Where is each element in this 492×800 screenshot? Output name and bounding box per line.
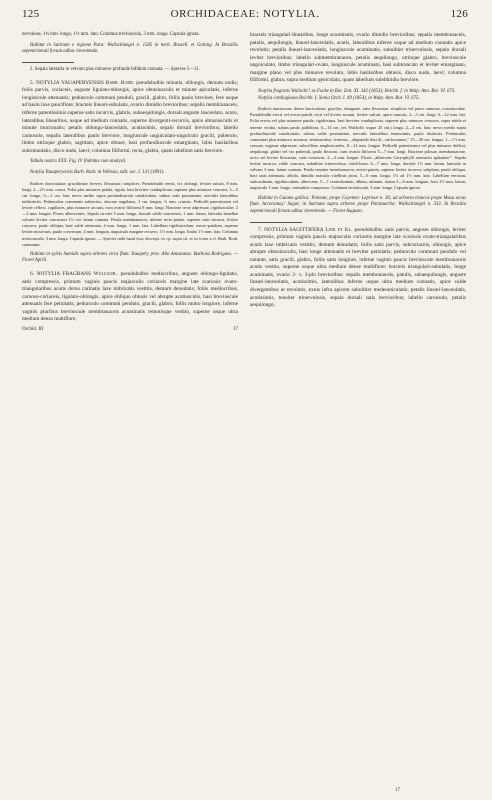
species-7-entry [250, 227, 466, 310]
species-7-diagnosis: pseudobulbis satis parvis, anguste oblongis, leviter compressis, primum vaginis paucis majusculis coriaceis margine late scariosis ovato-triangularibus acutis laxe imbricatis vestitis, demum denudatis; foliis satis parvis, subcoriaceis, oblongis, apice abrupte obtusiusculis, basi longe attenuatis et breviter petiolatis; pedunculo communi pendulo vel nutante, satis gracili, glabro, foliis satis longiore, inferne vaginis paucis breviuscule membranaceis acutis vestito, superne usque ultra medium dense multiflore; bracteis triangulari-subulatis, longe acuminatis, ovario 2- v. 3-plo brevioribus; sepalis membranaceis, patulis, subaequilongis, anguste lineari-lanceolatis, acutissimis, lateralibus inferne usque ultra medium connatis, apice valde divergentibus et revolutis, extus infra apicem subulitier medeonticulatis; petalis lineari-lanceolatis, acutissimis, tenuiter trinervulosis, sepalo dorsali satis brevioribus; labello carnosulo, petalis aequilongo, [250, 226, 466, 309]
section-note: 2. Sepala lateralia in velvum plus minusve profunde bifidum connata. — Species 5—11. [30, 67, 200, 73]
species-6-diagnosis-cont: bracteis triangulari-linearibus, longe acuminatis, ovario dimidio brevioribus; sepalis membranaceis, patulis, aequilongis, lineari-lanceolatis, acutis, lateralibus inferne usque ad medium connatis apice revolutis; petalis lineari-lanceolatis, longiuscule acuminatis, subulitier trinervulosis, sepalo dorsali leviter brevioribus; labello submembranaceo, petalis aequilongo, utrinque glabro, breviuscule unguiculato, limbo triangulari-ovato, longiuscule acuminato, basi subtruncato et leviter emarginato, margine plano vel plus minusve revoluto, lobis basilaribus obtusis, disco nudo, laevi; columna filiformi, glabra, supra medium geniculata, quam labellum subdimidio breviore. [250, 32, 466, 84]
footer-page-number: 17 [395, 788, 400, 793]
signature-mark: Orchid. III [22, 326, 44, 332]
habitat-note: Habitat in Surinam e regione Para: Wullschlaegel n. 1585 in herb. Bruxell. et Gotting. In Brasiliis septentrionali forsan adhuc inveniendo. [22, 42, 238, 55]
synonymy-1: Notylia fragrans Wullschl.! ex Focke in Bot. Zeit. XI. 342 (1853); Reichb. f. in Walp. Ann. Bot. VI. 673. [258, 88, 456, 94]
species-5-description: Radices fasciculatae, graciliimae, breves, flexuosae, simplices. Pseudobulbi erecti, vix oblongi, leviter sulcati, 8 mm. longi, 2—2½ mm. crassi. Folia plus minusve patula, rigida, basi breviter conduplicata, superne plus minusve concava, 3—5 cm. longa, ⅓—1 cm. lata, nervo medio supra profundiuscule canaliculato, subtus satis prominente, nervulis lateralibus indistinctis. Pedunculus communis subrectus, obscure angulatus, 3 cm. longus, ¾ mm. crassus. Pedicelli patentissimi vel leviter reflexi, capillares, plus minusve arcuati, cum ovario filiformi 8 mm. longi. Bracteae recte adpressae, rigidiusculae, 2—3 mm. longae. Flores albescentes. Sepala circiter 5 mm. longa, dorsale valde concavum, 1 mm. latum, lateralia lamellae valvam leviter concavum 1½ cm. latum connata. Petala membranacea, inferne recto-patula, superne satis incurva, leviter concava, paulo obliqua, basi valde attenuata, 4 mm. longa, 1 mm. lata. Labellum rigidiusculum, erecto-patulum, superne leviter incurvum, paulo convexum, 4 mm. longum, unguiculo margine recurvo, 1½ mm. longo, limbo 1½ mm. lato. Columna tresticuscula, 3 mm. longa. Capsula ignota. — Species mihi haud visa; descript. ex cp. supra cit. et ex icone a cl. Barb. Rodr. communic. [22, 180, 238, 247]
running-title: ORCHIDACEAE: NOTYLIA. [170, 8, 320, 20]
species-7-heading: 7. NOTYLIA SAGITTIFERA Link et Kl. [258, 226, 353, 233]
section-divider [22, 62, 74, 63]
species-5-heading: 5. NOTYLIA YAUAPERYENSIS Barb. Rodr. [30, 79, 135, 86]
species-6-entry [22, 271, 238, 324]
section-divider-right [250, 222, 302, 223]
species-6-heading: 6. NOTYLIA FRAGRANS Wullschl. [30, 271, 118, 278]
species-6-description: Radices numerosae, dense fasciculatae, graciles, elongatae, satis flexuosae, simplices vel parce ramosae, crassiusculae. Pseudobulbi erecti vel erecto-patuli, recti vel leviter arcuati, leviter sulcati, apice truncati, 2—3 cm. longi, 6—12 mm. lati. Folia erecta vel plus minusve patula, rigidissima, basi breviter conduplicata, superne plus minusve concava, supra nitida et intense viridia, subtus paulo pallidiora, 6—14 cm. (ex Wullschl. usque 25 cm.) longa, 2—4 cm. lata; nervo medio supra profundiuscule canaliculato, subtus valde prominente, nervulis lateralibus tenuissimis, paulo distinctis. Pedunculus communis plus minusve arcuatus, teretiusculus, cinereus, „aliquando basi di—trichotomus,” 15—30 cm. longus, 1—1½ mm. crassus; vaginae adpressae, subcollitae amplexicaules, 8—12 mm. longae. Pedicelli patentissimi vel plus minusve deflexi, aequilongi, glabri vel vix puberuli, paulo flexuosi, cum ovario filiformi 5—7 mm. longi. Bracteae pilosae, membranaceae, recto vel leviter flexuosae, satis concavae, 2—4 mm. longae. Flores „albescens Caryophylli aromatici aplianiter”. Sepala leviter incurva, valde concava, subulitier trinervulosa, viridi-lutea, 6—7 mm. longa, dorsale 1½ mm. latum, lateralia in valvam 3 mm. latum connata. Petala tenuiter membranacea, erecto-patula, superne leviter incurva, subplana, paulo obliqua, basi satis attenuata, albida, dimidio maculis vitellinis picta, 5—6 mm. longa, 1⅓ ad 1½ mm. lata. Labellum erectum, subcordatum, rigidiusculum, albescens, 5—7 ceratodontum, album, attinum, totum 5—6 mm. longum, basi 2½ mm. latum, unguiculo 1 mm. longo, ventraliter compresso. Columna teretiuscula, 3 mm. longa. Capsula ignota. [250, 106, 466, 191]
species-5-entry [22, 80, 238, 155]
signature-number: 17 [233, 326, 238, 332]
species-6-diagnosis: pseudobulbis mediocribus, anguste oblongo-ligulatis, satis compressis, primum vaginis paucis majusculis coriaceis margine late scariosis ovato-triangularibus acutis dorso carinatis laxe imbricatis vestitis, demum denudatis; foliis mediocribus, carnoso-coriaceis, ligulato-oblongis, apice obliquo obtusis vel abrupte acutiusculis, basi breviuscule attenuatis fere petiolatis; pedunculo communi pendulo, gracili, glabro, foliis multo longiore, inferne vaginis pluribus breviuscule membranaceis acuminatis remotisque vestito, superne usque ultra medium densa multiflore; [22, 271, 238, 323]
text-columns [22, 32, 468, 332]
species-5-habitat: Habitat in sylvis humidis supra arbores circa flum. Yauapery prov. Alto Amazonas: Barbosa Rodrigues. — Floret Aprili. [22, 251, 238, 264]
running-header [22, 8, 468, 22]
page-number-left: 125 [22, 8, 40, 20]
page-number-right: 126 [450, 8, 468, 20]
right-column [250, 32, 466, 332]
signature-line [22, 327, 238, 332]
left-column [22, 32, 238, 332]
plate-reference: Tabula nostra XXX. Fig. IV (habitus cum analysi). [30, 159, 127, 165]
species-6-habitat: Habitat in Guiana gallica: Poitean; prope Cayenne: Leprieur n. 36; ad arbores truncos prope Musa secus flum. Accerumay: Sagot; in Surinam supra arbores prope Paramaribo: Wullschlaegel n. 333. In Brasilia septentrionali forsan adhuc inveniendo. — Floret Augusto. [250, 195, 466, 214]
synonymy: Notylia Yauaperyensis Barb. Rodr. in Vellosia, edit. sec. I. 131 (1891). [30, 169, 165, 175]
synonymy-2: Notylia cardioglossa Reichb. f. Xenia Orch. I. 49 (1854), in Walp. Ann. Bot. VI. 675. [258, 95, 420, 101]
continued-text: nervulose, 1¾ mm. longo, 1⅓ mm. lato. Columna trectiuscula, 3 mm. longa. Capsula ignota. [22, 32, 200, 37]
species-5-diagnosis: pseudobulbis minutis, oblongis, demum nudis; foliis parvis, coriaceis, anguste ligulato-oblongis, apice obtusiusculis et minute apiculatis, inferne longiuscule attenuatis; pedunculo communi penduli, gracili, glabro, foliis paulo breviore, fere usque ad basin laxe pauciflore; bracteis lineari-subulatis, ovario dimidio brevioribus; sepalis membranaceis, inferne patentissimis superne satis incurvis, glabris, subaequilongis, dorsali anguste lanceolato, acuto, lateralibus linearibus, usque ad medium connatis, superne divergenti-recurvis, apice obtusiusculis et minute mucronatis; petalis oblongo-lanceolatis, acutissimis, sepalo dorsali brevioribus; labello carnosulo, sepalis lateralibus paulo breviore, longiuscule unguiculato-unguiculo gracili, puberulo, limbo utrinque glabro, sagittato, apice obtuse, basi profundiuscule emarginato, lobis basilaribus subrotundatis, disco nudo, laevi; columna filiformi, recta, glabra, quam labellum satis breviore. [22, 79, 238, 154]
